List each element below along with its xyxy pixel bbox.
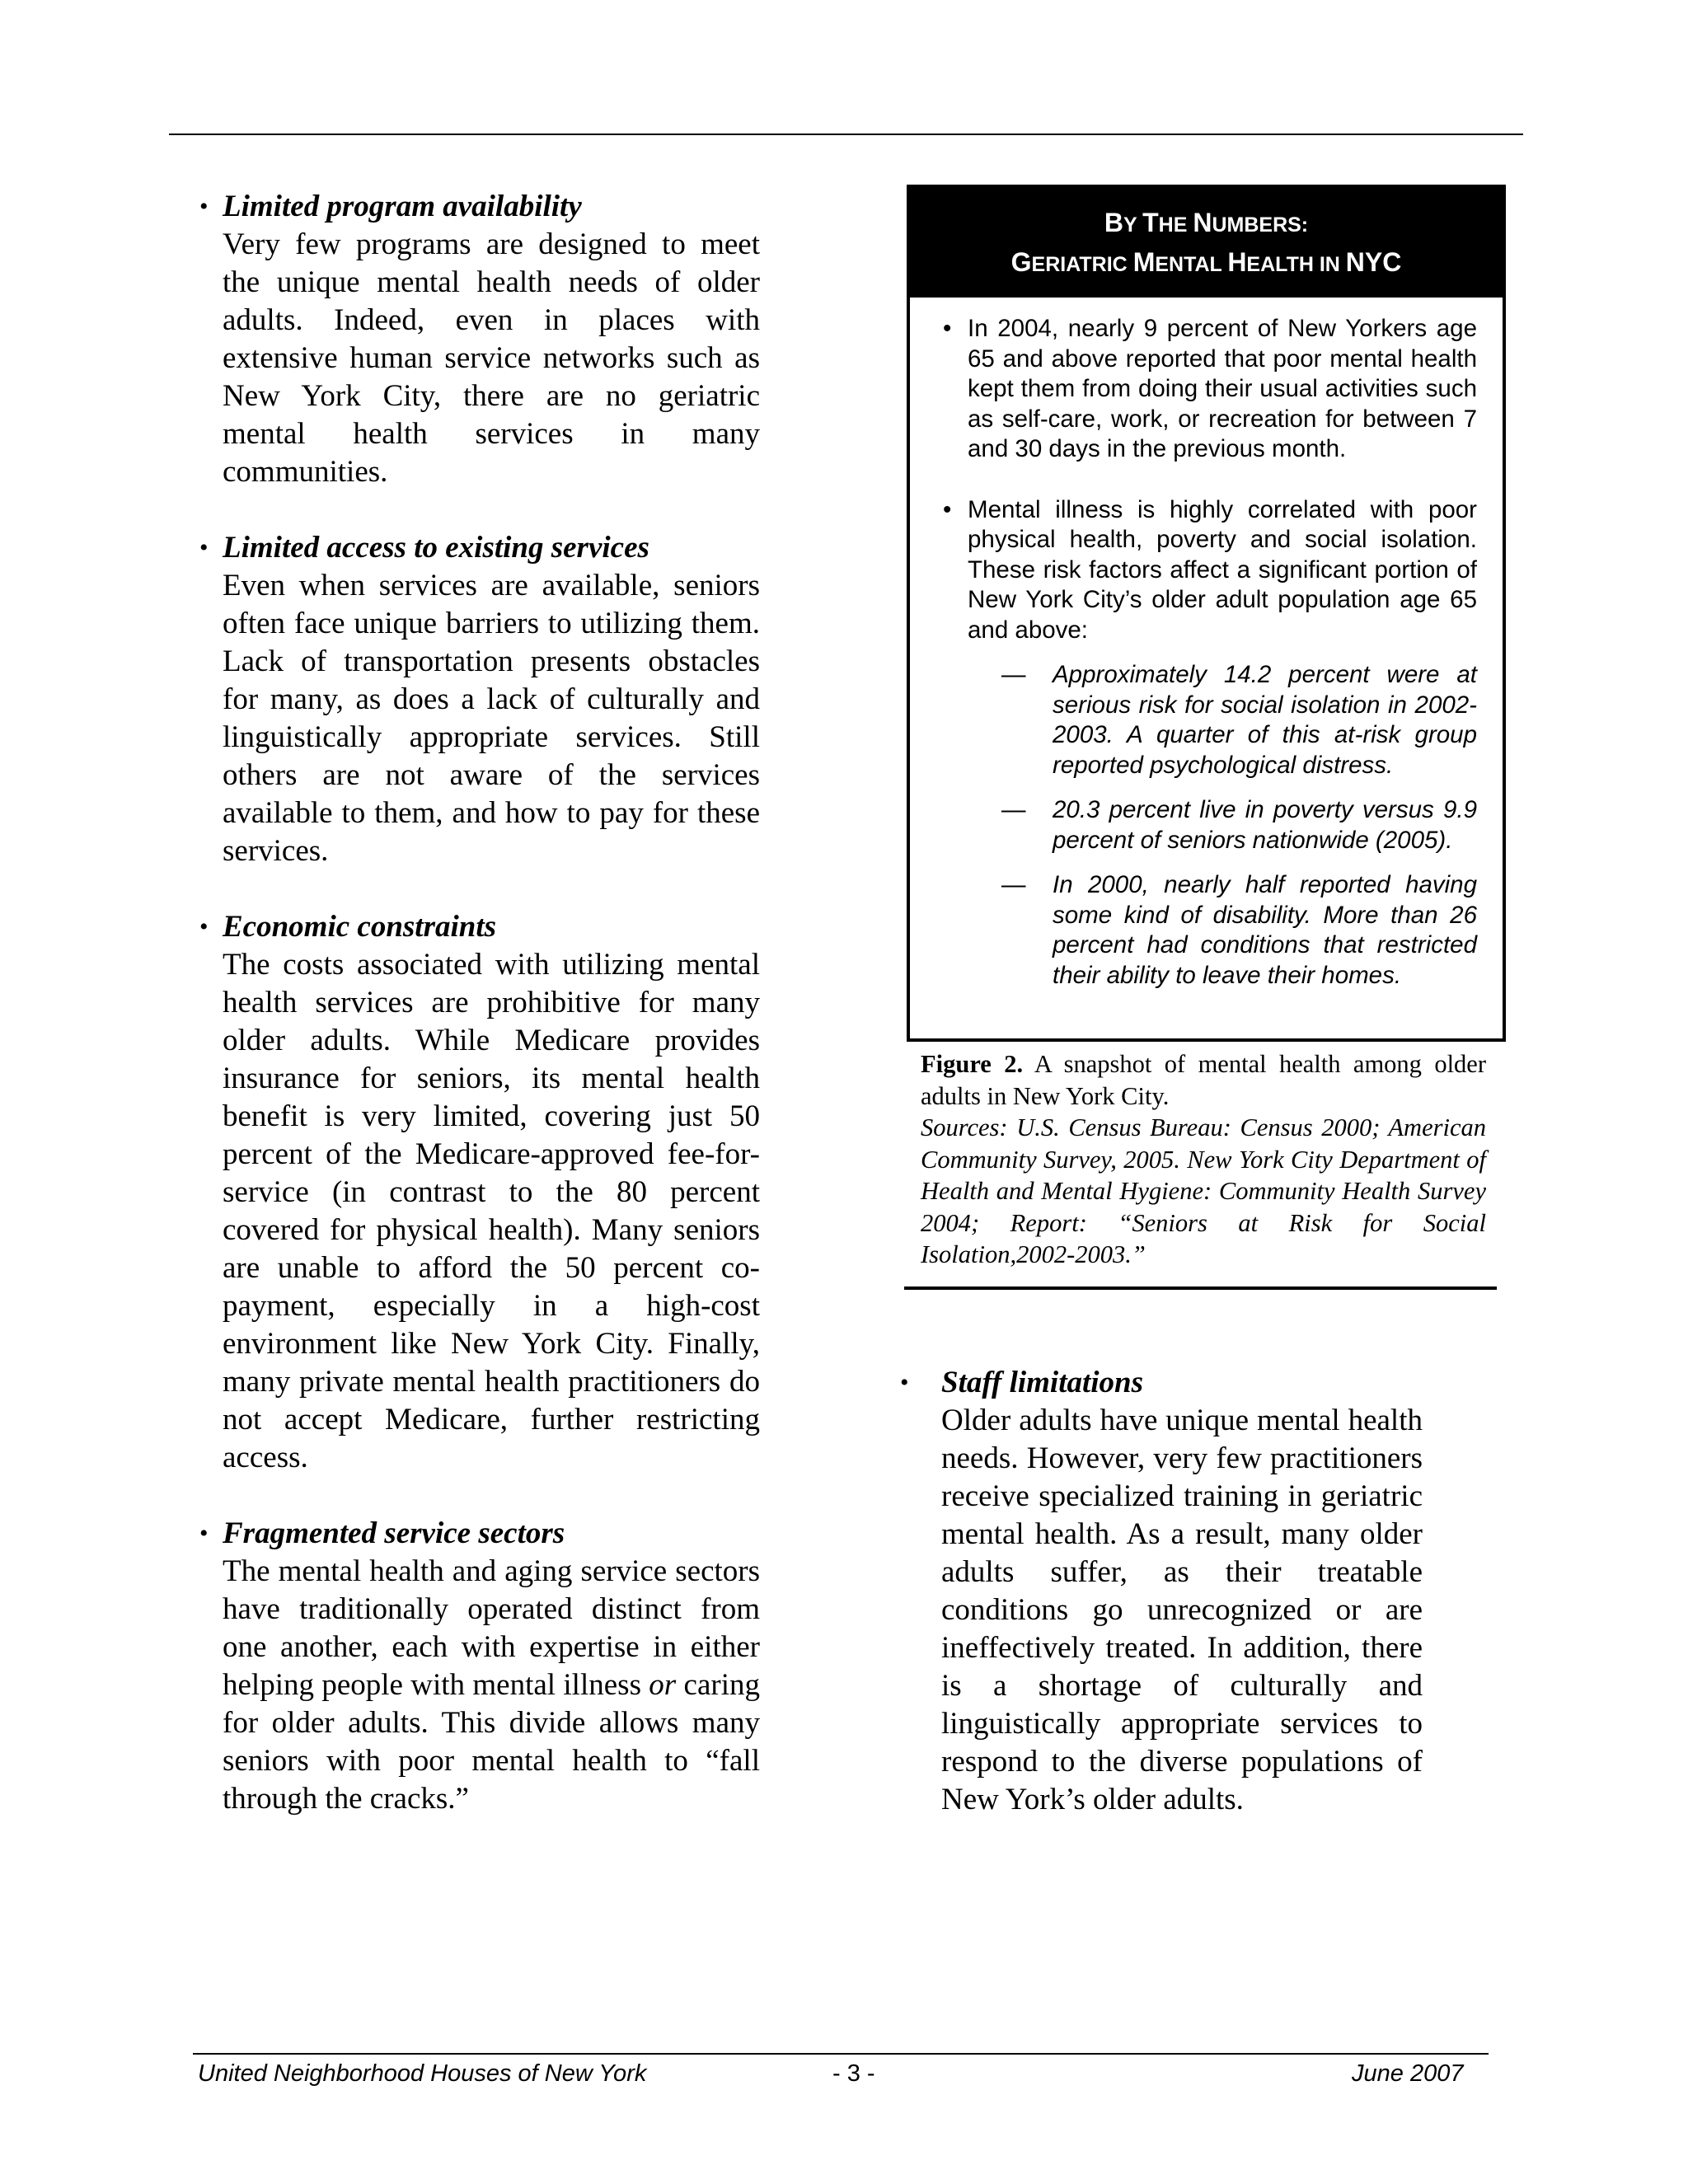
- figure-label: Figure 2.: [921, 1050, 1024, 1078]
- bullet-icon: •: [943, 315, 952, 342]
- heading-smallcaps: ERIATRIC: [1031, 253, 1133, 276]
- bullet-icon: •: [943, 495, 952, 523]
- box-sub-item: [968, 795, 1477, 855]
- footer-rule: [193, 2053, 1489, 2055]
- heading-cap: M: [1132, 247, 1156, 277]
- heading-cap: NYC: [1345, 247, 1402, 277]
- item-body: Even when services are available, seniors often face unique barriers to utilizing them. Lack of transportation presents obstacles for many, as does a lack of culturally and linguistically appropriate services. Still others are not aware of the services available to them, and how to pay for these services.: [223, 569, 760, 868]
- item-title: Fragmented service sectors: [223, 1516, 565, 1550]
- heading-cap: H: [1227, 247, 1247, 277]
- figure-text: A snapshot of mental health among older adults in New York City.: [921, 1050, 1486, 1110]
- item-body: The costs associated with utilizing mental health services are prohibitive for many older adults. While Medicare provides insurance for seniors, its mental health benefit is very limited, covering just 50 percent of the Medicare-approved fee-for-service (in contrast to the 80 percent covered for physical health). Many seniors are unable to afford the 50 percent co-payment, especially in a high-cost environment like New York City. Finally, many private mental health practitioners do not accept Medicare, further restricting access.: [223, 948, 760, 1474]
- list-item: [199, 529, 760, 870]
- box-bullet-text: In 2004, nearly 9 percent of New Yorkers age 65 and above reported that poor mental health kept them from doing their usual activities such as self-care, work, or recreation for between 7 and 30 days in the previous month.: [968, 315, 1477, 462]
- box-heading-line-2: [918, 244, 1494, 284]
- box-sub-text: In 2000, nearly half reported having some kind of disability. More than 26 percent had conditions that restricted their ability to leave their homes.: [1053, 871, 1477, 989]
- figure-sources: Sources: U.S. Census Bureau: Census 2000; American Community Survey, 2005. New York City Department of Health and Mental Hygiene: Community Health Survey 2004; Report: “Seniors at Risk for Social Isolation,2002-2003.”: [921, 1113, 1486, 1268]
- list-item: [900, 1364, 1423, 1819]
- top-rule: [169, 134, 1523, 135]
- box-heading-line-1: [918, 204, 1494, 244]
- footer-org: United Neighborhood Houses of New York: [198, 2060, 647, 2087]
- heading-cap: T: [1142, 208, 1159, 237]
- box-heading: [910, 188, 1503, 298]
- list-item: [199, 188, 760, 491]
- figure-caption: [921, 1048, 1486, 1271]
- heading-smallcaps: UMBERS:: [1212, 213, 1309, 237]
- bullet-icon: •: [199, 534, 209, 561]
- box-bullet: [943, 495, 1477, 991]
- page-number: - 3 -: [832, 2060, 875, 2087]
- heading-cap: G: [1010, 247, 1032, 277]
- box-sub-text: 20.3 percent live in poverty versus 9.9 percent of seniors nationwide (2005).: [1053, 796, 1477, 854]
- bullet-icon: •: [199, 1520, 209, 1547]
- box-bullet-text: Mental illness is highly correlated with poor physical health, poverty and social isolation. These risk factors affect a significant portion of New York City’s older adult population age 65 and above:: [968, 495, 1477, 644]
- box-bullet: [943, 314, 1477, 465]
- heading-smallcaps: EALTH IN: [1246, 253, 1346, 276]
- list-item: [199, 908, 760, 1477]
- dash-icon: —: [1001, 871, 1026, 898]
- item-title: Limited program availability: [223, 190, 582, 223]
- heading-cap: B: [1104, 208, 1123, 237]
- dash-icon: —: [1001, 661, 1026, 688]
- bullet-icon: •: [900, 1369, 909, 1396]
- item-body: Older adults have unique mental health needs. However, very few practitioners receive specialized training in geriatric mental health. As a result, many older adults suffer, as their treatable conditions go unrecognized or are ineffectively treated. In addition, there is a shortage of culturally and linguistically appropriate services to respond to the diverse populations of New York’s older adults.: [941, 1404, 1423, 1816]
- body-text: caring for older adults. This divide allows many seniors with poor mental health to “fall through the cracks.”: [223, 1668, 760, 1816]
- body-text: The mental health and aging service sectors have traditionally operated distinct from one another, each with expertise in either helping people with mental illness: [223, 1554, 760, 1702]
- item-body: Very few programs are designed to meet the unique mental health needs of older adults. Indeed, even in places with extensive human service networks such as New York City, there are no geriatric mental health services in many communities.: [223, 227, 760, 489]
- caption-rule: [904, 1286, 1497, 1290]
- bullet-icon: •: [199, 193, 209, 220]
- box-sub-text: Approximately 14.2 percent were at serious risk for social isolation in 2002-2003. A quarter of this at-risk group reported psychological distress.: [1053, 661, 1477, 779]
- heading-cap: N: [1193, 208, 1212, 237]
- box-sub-item: [968, 660, 1477, 780]
- body-emphasis: or: [649, 1668, 677, 1702]
- dash-icon: —: [1001, 796, 1026, 823]
- by-the-numbers-box: [907, 185, 1506, 1042]
- item-body: [223, 1553, 760, 1818]
- bullet-icon: •: [199, 913, 209, 940]
- item-title: Staff limitations: [941, 1366, 1144, 1399]
- item-title: Limited access to existing services: [223, 531, 649, 565]
- heading-smallcaps: ENTAL: [1155, 253, 1228, 276]
- heading-smallcaps: HE: [1158, 213, 1193, 237]
- box-body: [910, 298, 1503, 991]
- heading-smallcaps: Y: [1123, 213, 1143, 237]
- footer-date: June 2007: [1352, 2060, 1464, 2087]
- list-item: [199, 1515, 760, 1818]
- item-title: Economic constraints: [223, 910, 497, 944]
- box-sub-item: [968, 870, 1477, 991]
- left-column: [199, 188, 760, 1856]
